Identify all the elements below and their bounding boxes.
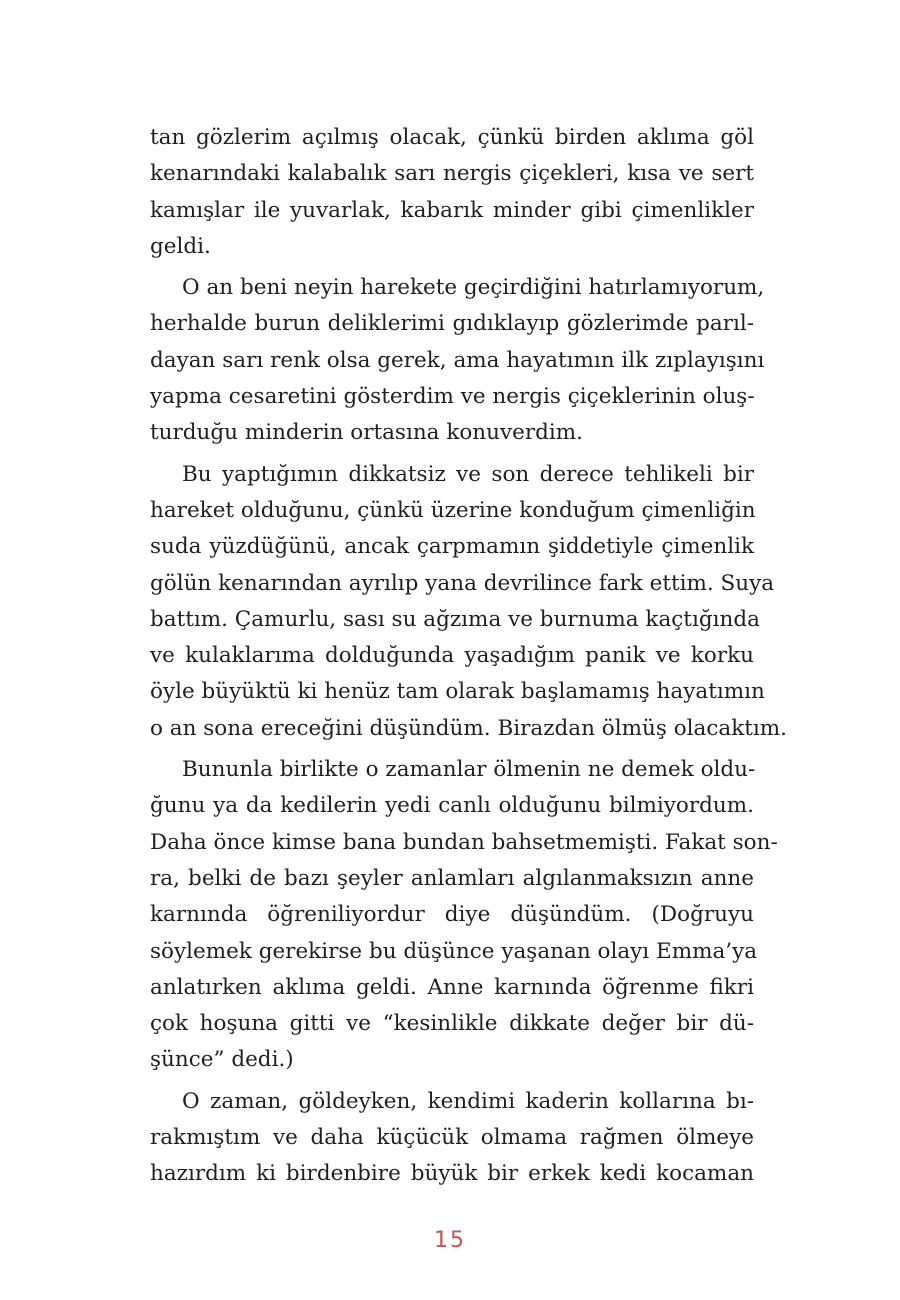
text-line: Bu yaptığımın dikkatsiz ve son derece tehlikeli bir [182,461,754,487]
text-line: turduğu minderin ortasına konuverdim. [150,420,584,446]
text-line: çok hoşuna gitti ve “kesinlikle dikkate değer bir dü- [150,1011,754,1037]
paragraph [150,270,765,451]
text-line: hareket olduğunu, çünkü üzerine konduğum çimenliğin [150,497,756,523]
text-line: O zaman, göldeyken, kendimi kaderin kollarına bı- [182,1088,754,1114]
text-line: anlatırken aklıma geldi. Anne karnında öğrenme fikri [150,974,754,1000]
body-text [150,120,787,1193]
text-line: yapma cesaretini gösterdim ve nergis çiçeklerinin oluş- [150,384,755,410]
text-line: ğunu ya da kedilerin yedi canlı olduğunu bilmiyordum. [150,793,754,819]
text-line: ve kulaklarıma dolduğunda yaşadığım panik ve korku [150,643,754,669]
paragraph [150,120,754,265]
text-line: dayan sarı renk olsa gerek, ama hayatımın ilk zıplayışını [150,347,765,373]
text-line: Bununla birlikte o zamanlar ölmenin ne demek oldu- [182,757,756,783]
text-line: şünce” dedi.) [150,1047,294,1073]
text-line: öyle büyüktü ki henüz tam olarak başlamamış hayatımın [150,679,765,705]
paragraph [150,752,778,1079]
text-line: Daha önce kimse bana bundan bahsetmemişti. Fakat son- [150,829,778,855]
text-line: karnında öğreniliyordur diye düşündüm. (Doğruyu [150,902,754,928]
text-line: o an sona ereceğini düşündüm. Birazdan ölmüş olacaktım. [150,715,787,741]
text-line: kenarındaki kalabalık sarı nergis çiçekleri, kısa ve sert [150,161,754,187]
text-line: battım. Çamurlu, sası su ağzıma ve burnuma kaçtığında [150,606,760,632]
text-line: ra, belki de bazı şeyler anlamları algılanmaksızın anne [150,865,754,891]
paragraph [150,457,787,747]
page-number: 15 [434,1228,466,1253]
text-line: suda yüzdüğünü, ancak çarpmamın şiddetiyle çimenlik [150,534,754,560]
text-line: kamışlar ile yuvarlak, kabarık minder gibi çimenlikler [150,197,754,223]
text-line: hazırdım ki birdenbire büyük bir erkek kedi kocaman [150,1161,754,1187]
text-line: O an beni neyin harekete geçirdiğini hatırlamıyorum, [182,275,765,301]
text-line: gölün kenarından ayrılıp yana devrilince fark ettim. Suya [150,570,775,596]
text-line: herhalde burun deliklerimi gıdıklayıp gözlerimde parıl- [150,311,754,337]
text-line: tan gözlerim açılmış olacak, çünkü birden aklıma göl [150,125,754,150]
text-line: geldi. [150,233,211,259]
paragraph [150,1084,754,1193]
text-line: söylemek gerekirse bu düşünce yaşanan olayı Emma’ya [150,938,758,964]
text-line: rakmıştım ve daha küçücük olmama rağmen ölmeye [150,1125,754,1151]
